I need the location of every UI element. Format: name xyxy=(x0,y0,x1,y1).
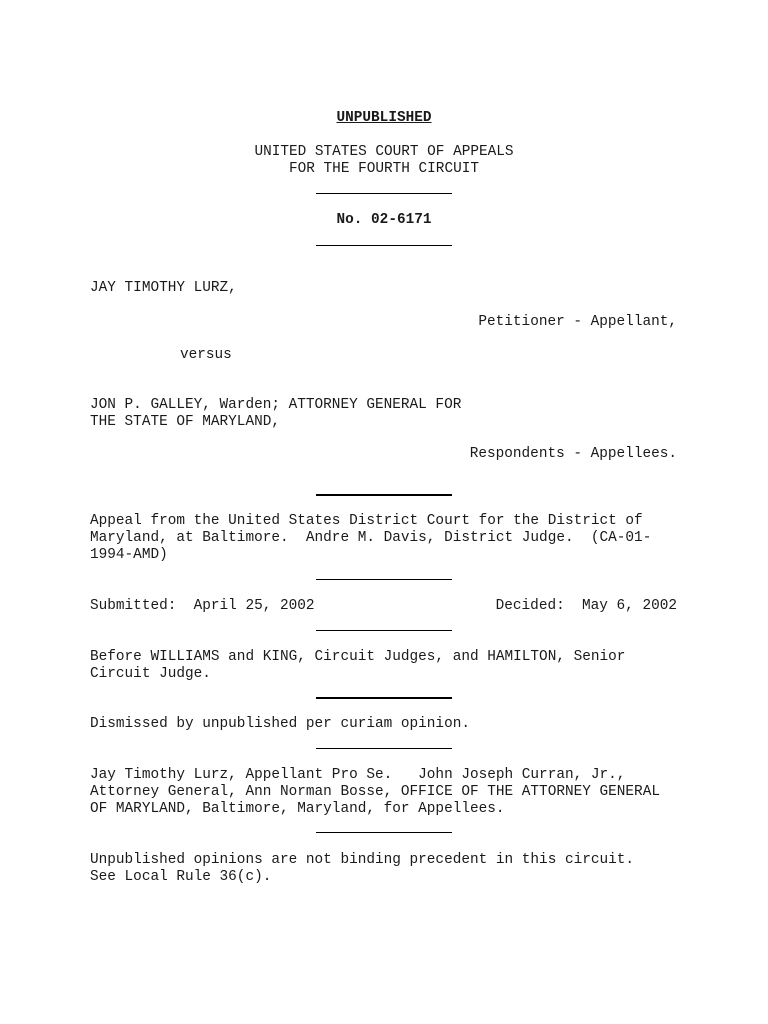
dates-row xyxy=(90,598,677,615)
panel-line1: Before WILLIAMS and KING, Circuit Judges, and HAMILTON, Senior xyxy=(90,649,626,665)
counsel-line3: OF MARYLAND, Baltimore, Maryland, for Appellees. xyxy=(90,801,505,817)
divider xyxy=(316,697,452,699)
appeal-line2: Maryland, at Baltimore. Andre M. Davis, District Judge. (CA-01- xyxy=(90,530,652,546)
case-number: No. 02-6171 xyxy=(336,212,432,228)
court-name-line2: FOR THE FOURTH CIRCUIT xyxy=(289,161,479,177)
divider xyxy=(316,748,452,749)
divider xyxy=(316,630,452,631)
panel-line2: Circuit Judge. xyxy=(90,666,211,682)
divider xyxy=(316,832,452,833)
versus-label: versus xyxy=(180,347,232,363)
respondents-line2: THE STATE OF MARYLAND, xyxy=(90,414,280,430)
decided-date: Decided: May 6, 2002 xyxy=(495,598,677,614)
divider xyxy=(316,579,452,580)
counsel-line1: Jay Timothy Lurz, Appellant Pro Se. John Joseph Curran, Jr., xyxy=(90,767,626,783)
petitioner-role: Petitioner - Appellant, xyxy=(478,314,677,330)
divider xyxy=(316,494,452,496)
divider xyxy=(316,245,452,246)
counsel-line2: Attorney General, Ann Norman Bosse, OFFICE OF THE ATTORNEY GENERAL xyxy=(90,784,660,800)
petitioner-name: JAY TIMOTHY LURZ, xyxy=(90,280,237,296)
respondents-line1: JON P. GALLEY, Warden; ATTORNEY GENERAL FOR xyxy=(90,397,462,413)
appeal-line3: 1994-AMD) xyxy=(90,547,168,563)
unpublished-heading: UNPUBLISHED xyxy=(336,110,432,126)
disposition: Dismissed by unpublished per curiam opinion. xyxy=(90,716,470,732)
respondents-role: Respondents - Appellees. xyxy=(469,446,677,462)
divider xyxy=(316,193,452,194)
submitted-date: Submitted: April 25, 2002 xyxy=(90,598,315,614)
notice-line2: See Local Rule 36(c). xyxy=(90,869,272,885)
notice-line1: Unpublished opinions are not binding precedent in this circuit. xyxy=(90,852,635,868)
appeal-line1: Appeal from the United States District Court for the District of xyxy=(90,513,643,529)
court-name-line1: UNITED STATES COURT OF APPEALS xyxy=(254,144,514,160)
